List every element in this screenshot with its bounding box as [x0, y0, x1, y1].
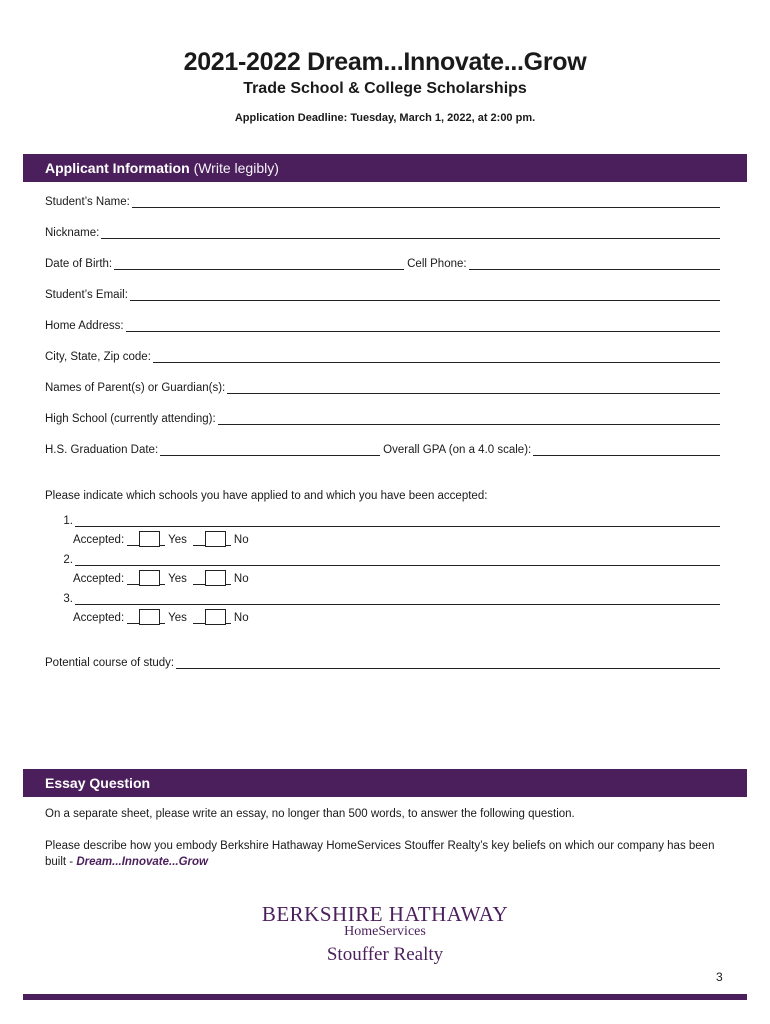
student-name-label: Student’s Name:: [45, 196, 130, 208]
school-1-no-label: No: [233, 534, 249, 546]
logo-homeservices: HomeServices: [344, 924, 426, 939]
school-3-accepted-label: Accepted:: [73, 612, 125, 624]
dob-line[interactable]: [114, 257, 404, 270]
school-3-yes-label: Yes: [168, 612, 187, 624]
parents-field[interactable]: [45, 376, 720, 394]
applicant-info-header: [23, 154, 747, 182]
student-name-field[interactable]: [45, 190, 720, 208]
city-state-zip-line[interactable]: [153, 350, 720, 363]
school-2-no-checkbox[interactable]: [205, 570, 226, 586]
high-school-label: High School (currently attending):: [45, 413, 216, 425]
parents-line[interactable]: [227, 381, 720, 394]
school-2-accepted: [73, 565, 255, 585]
dob-label: Date of Birth:: [45, 258, 113, 270]
home-address-field[interactable]: [45, 314, 720, 332]
gpa-line[interactable]: [533, 443, 720, 456]
school-2-row[interactable]: [45, 548, 720, 566]
footer-bar: [23, 994, 747, 1000]
logo-stouffer-realty: Stouffer Realty: [326, 944, 444, 965]
nickname-field[interactable]: [45, 221, 720, 239]
student-email-line[interactable]: [130, 288, 720, 301]
cell-phone-label: Cell Phone:: [407, 258, 467, 270]
nickname-line[interactable]: [101, 226, 720, 239]
application-deadline: Application Deadline: Tuesday, March 1, 2022, at 2:00 pm.: [234, 112, 536, 124]
logo-berkshire-hathaway: BERKSHIRE HATHAWAY: [261, 902, 509, 926]
home-address-label: Home Address:: [45, 320, 124, 332]
essay-question-text: [45, 838, 725, 870]
school-1-yes-checkbox[interactable]: [139, 531, 160, 547]
course-of-study-line[interactable]: [176, 656, 720, 669]
city-state-zip-field[interactable]: [45, 345, 720, 363]
school-1-accepted: [73, 526, 255, 546]
applicant-info-note: (Write legibly): [193, 160, 279, 176]
home-address-line[interactable]: [126, 319, 720, 332]
school-3-number: 3.: [63, 593, 73, 605]
essay-question-header: [23, 769, 747, 797]
essay-question: Please describe how you embody Berkshire Hathaway HomeServices Stouffer Realty’s key beliefs on which our company has been built -: [45, 840, 715, 868]
student-name-line[interactable]: [132, 195, 720, 208]
page-number: 3: [716, 970, 723, 984]
school-3-yes-checkbox[interactable]: [139, 609, 160, 625]
school-1-yes-label: Yes: [168, 534, 187, 546]
school-3-no-checkbox[interactable]: [205, 609, 226, 625]
graduation-gpa-row: [45, 438, 720, 456]
high-school-field[interactable]: [45, 407, 720, 425]
school-2-yes-label: Yes: [168, 573, 187, 585]
school-1-row[interactable]: [45, 509, 720, 527]
schools-prompt: Please indicate which schools you have applied to and which you have been accepted:: [45, 490, 488, 502]
graduation-date-line[interactable]: [160, 443, 380, 456]
cell-phone-line[interactable]: [469, 257, 720, 270]
course-of-study-label: Potential course of study:: [45, 657, 175, 669]
essay-question-emphasis: Dream...Innovate...Grow: [76, 856, 208, 868]
school-1-no-checkbox[interactable]: [205, 531, 226, 547]
nickname-label: Nickname:: [45, 227, 100, 239]
school-3-accepted: [73, 604, 255, 624]
school-1-accepted-label: Accepted:: [73, 534, 125, 546]
city-state-zip-label: City, State, Zip code:: [45, 351, 151, 363]
page-title: 2021-2022 Dream...Innovate...Grow: [183, 48, 587, 76]
school-2-number: 2.: [63, 554, 73, 566]
parents-label: Names of Parent(s) or Guardian(s):: [45, 382, 226, 394]
school-1-number: 1.: [63, 515, 73, 527]
high-school-line[interactable]: [218, 412, 720, 425]
school-2-accepted-label: Accepted:: [73, 573, 125, 585]
dob-phone-row: [45, 252, 720, 270]
page-subtitle: Trade School & College Scholarships: [243, 80, 527, 97]
applicant-info-heading: Applicant Information: [45, 160, 190, 176]
graduation-date-label: H.S. Graduation Date:: [45, 444, 159, 456]
student-email-field[interactable]: [45, 283, 720, 301]
gpa-label: Overall GPA (on a 4.0 scale):: [383, 444, 532, 456]
essay-question-heading: Essay Question: [45, 775, 151, 791]
school-3-row[interactable]: [45, 587, 720, 605]
student-email-label: Student’s Email:: [45, 289, 128, 301]
school-3-no-label: No: [233, 612, 249, 624]
course-of-study-field[interactable]: [45, 651, 720, 669]
school-2-yes-checkbox[interactable]: [139, 570, 160, 586]
essay-instruction: On a separate sheet, please write an essay, no longer than 500 words, to answer the following question.: [45, 808, 575, 820]
school-2-no-label: No: [233, 573, 249, 585]
